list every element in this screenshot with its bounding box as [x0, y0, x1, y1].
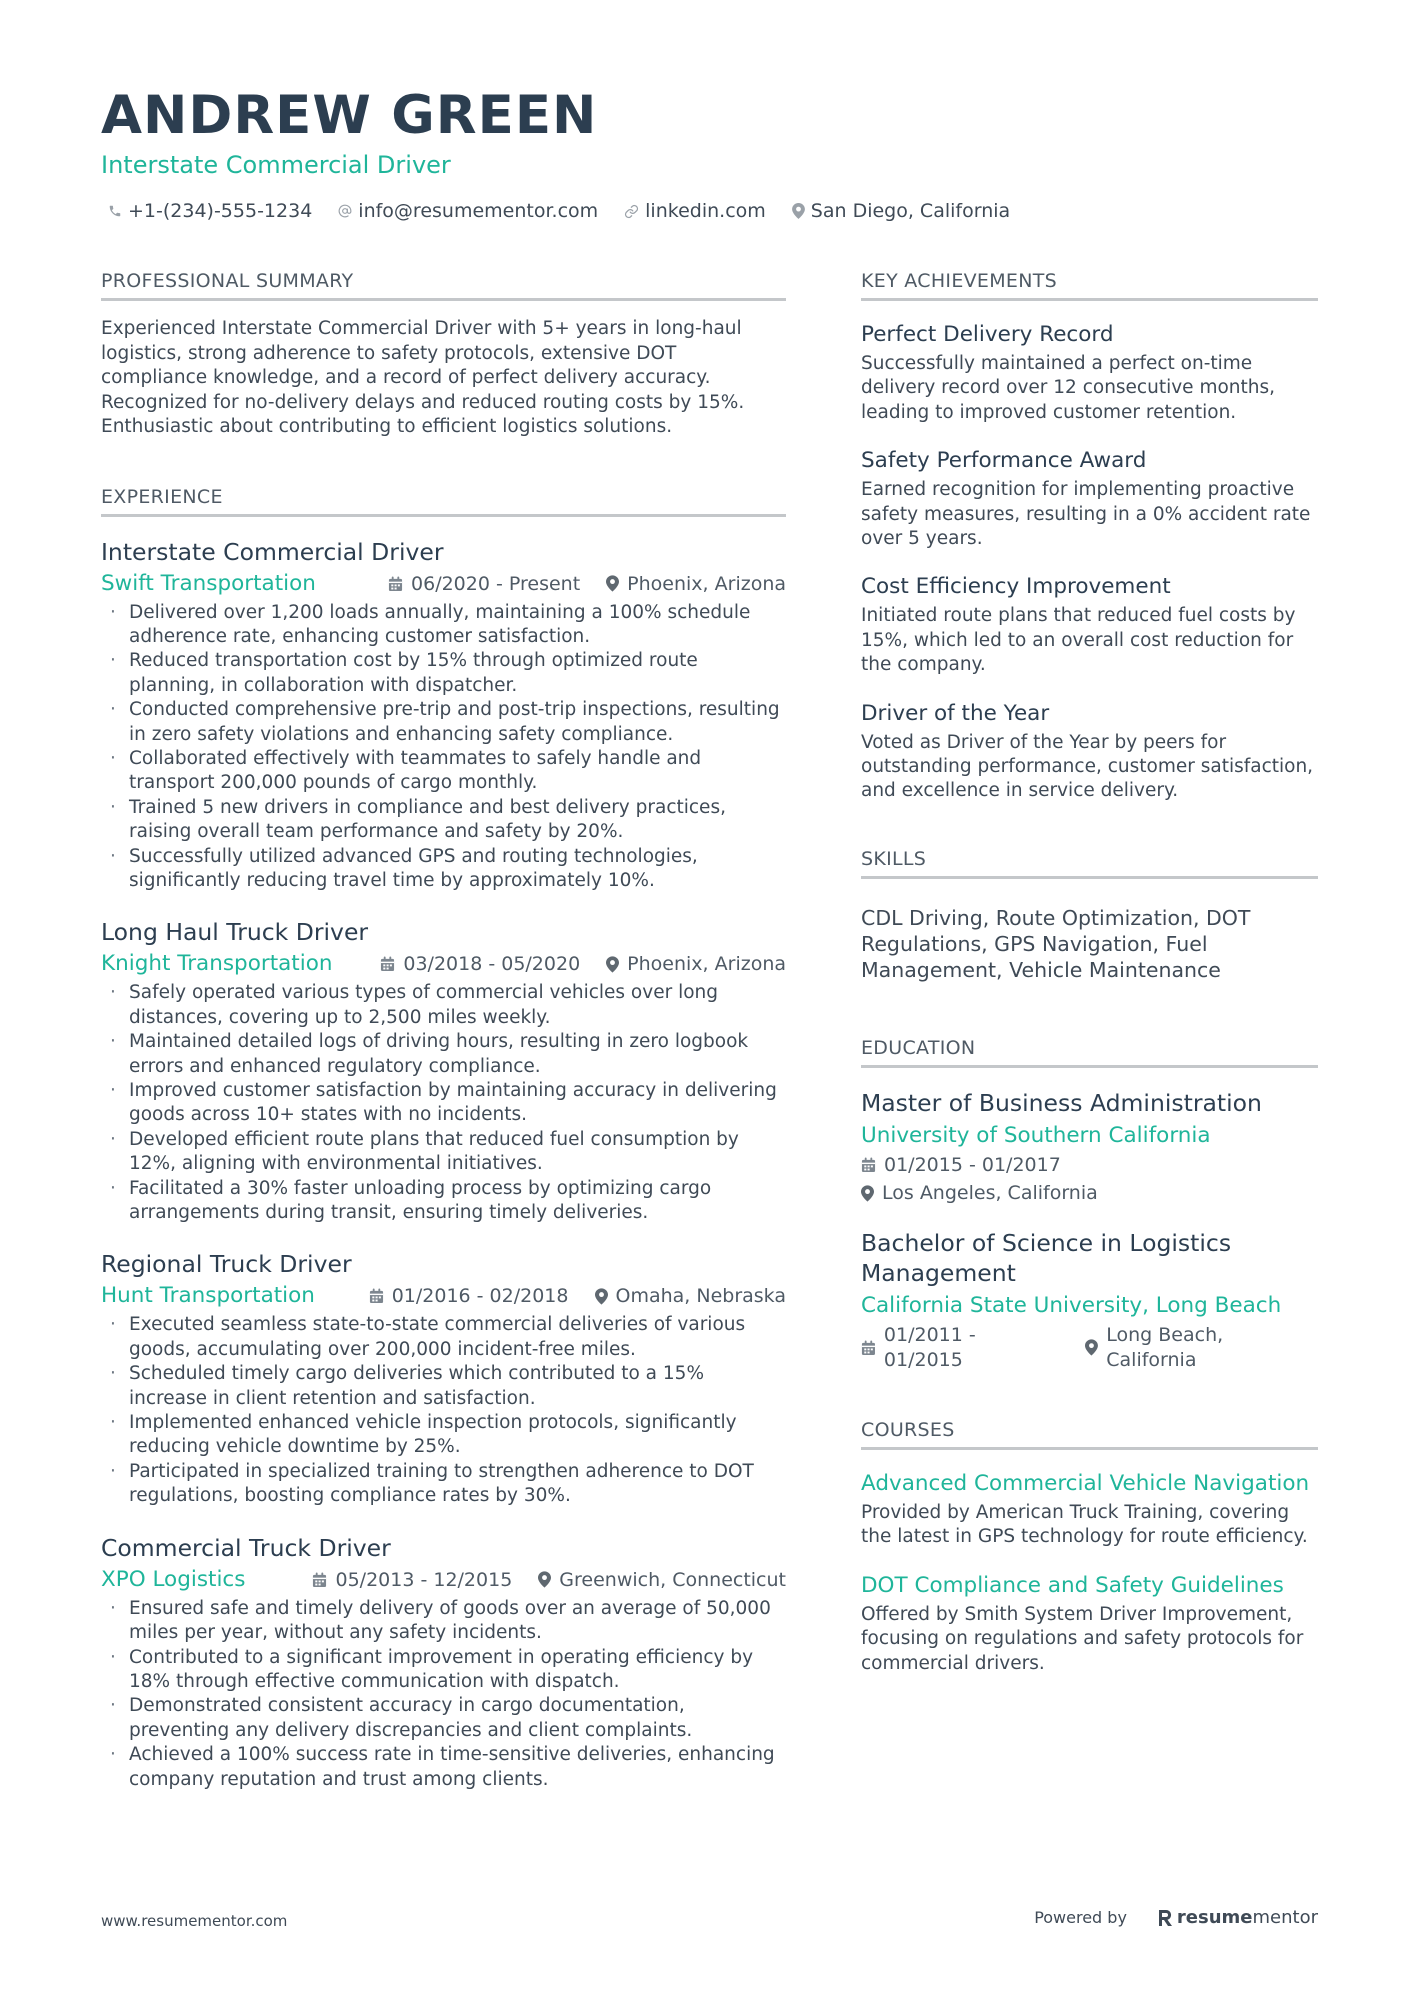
phone-icon — [108, 204, 122, 218]
experience-heading: EXPERIENCE — [101, 484, 786, 517]
job-company: Swift Transportation — [101, 570, 316, 596]
achievement-title: Perfect Delivery Record — [861, 322, 1114, 347]
job-bullets — [101, 981, 786, 1225]
education-dates — [861, 1153, 1318, 1178]
courses-heading: COURSES — [861, 1417, 1318, 1450]
summary-heading: PROFESSIONAL SUMMARY — [101, 268, 786, 301]
job-entry — [101, 537, 786, 894]
job-bullet: · Facilitated a 30% faster unloading process by optimizing cargo arrangements during transit, ensuring timely deliveries. — [101, 1177, 786, 1226]
footer-branding — [1034, 1905, 1318, 1931]
job-dates-text: 06/2020 - Present — [411, 572, 581, 595]
job-title: Regional Truck Driver — [101, 1250, 352, 1279]
phone-text: +1-(234)-555-1234 — [128, 200, 313, 222]
job-bullet: · Scheduled timely cargo deliveries which contributed to a 15% increase in client retention and satisfaction. — [101, 1362, 786, 1411]
candidate-title: Interstate Commercial Driver — [101, 151, 451, 179]
at-icon — [338, 204, 352, 218]
job-meta-right — [312, 1567, 786, 1593]
education-dates-text: 01/2011 - 01/2015 — [883, 1323, 976, 1371]
job-dates — [380, 951, 580, 977]
job-title: Long Haul Truck Driver — [101, 918, 369, 947]
achievement-item — [861, 573, 1318, 677]
course-desc: Offered by Smith System Driver Improvement, focusing on regulations and safety protocols for commercial drivers. — [861, 1603, 1304, 1674]
job-entry — [101, 1533, 786, 1792]
job-bullet: · Contributed to a significant improvement in operating efficiency by 18% through effective communication with dispatch. — [101, 1646, 786, 1695]
education-location-text: Los Angeles, California — [882, 1181, 1098, 1204]
job-dates-text: 01/2016 - 02/2018 — [391, 1285, 569, 1308]
achievement-item — [861, 321, 1318, 425]
education-location — [861, 1181, 1318, 1206]
education-item — [861, 1228, 1318, 1373]
summary-text: Experienced Interstate Commercial Driver with 5+ years in long-haul logistics, strong adherence to safety protocols, extensive DOT compliance knowledge, and a record of perfect delivery accuracy. Recognized for no-delivery delays and reduced routing costs by 15%. Enthusiastic about contributing to efficient logistics solutions. — [101, 318, 745, 437]
education-school: University of Southern California — [861, 1122, 1211, 1148]
education-degree: Master of Business Administration — [861, 1088, 1262, 1117]
job-bullet: · Delivered over 1,200 loads annually, maintaining a 100% schedule adherence rate, enhancing customer satisfaction. — [101, 601, 786, 650]
achievements-heading: KEY ACHIEVEMENTS — [861, 268, 1318, 301]
job-meta — [101, 571, 786, 597]
achievement-desc: Successfully maintained a perfect on-time delivery record over 12 consecutive months, leading to improved customer retention. — [861, 353, 1276, 423]
achievement-desc: Earned recognition for implementing proactive safety measures, resulting in a 0% accident rate over 5 years. — [861, 479, 1311, 550]
job-meta — [101, 951, 786, 977]
job-dates — [369, 1283, 569, 1309]
job-meta-right — [369, 1283, 786, 1309]
education-item — [861, 1088, 1318, 1206]
contact-email[interactable] — [338, 198, 598, 224]
map-pin-icon — [792, 203, 805, 219]
job-company: Knight Transportation — [101, 951, 333, 977]
contact-phone — [108, 198, 312, 224]
job-location — [606, 951, 786, 977]
job-meta-right — [388, 571, 786, 597]
job-bullet: · Maintained detailed logs of driving hours, resulting in zero logbook errors and enhanced regulatory compliance. — [101, 1030, 786, 1079]
job-location — [606, 571, 786, 597]
map-pin-icon — [606, 575, 619, 592]
candidate-name: ANDREW GREEN — [101, 85, 598, 146]
education-school: California State University, Long Beach — [861, 1292, 1282, 1318]
job-bullet: · Achieved a 100% success rate in time-sensitive deliveries, enhancing company reputation and trust among clients. — [101, 1743, 786, 1792]
brand-name-light: mentor — [1252, 1907, 1318, 1928]
job-bullet: · Reduced transportation cost by 15% through optimized route planning, in collaboration with dispatcher. — [101, 649, 786, 698]
education-dates — [861, 1323, 1060, 1373]
job-dates — [388, 571, 580, 597]
achievement-title: Safety Performance Award — [861, 448, 1147, 474]
job-entry — [101, 917, 786, 1225]
course-item — [861, 1572, 1318, 1676]
education-location-text: Long Beach, California — [1106, 1323, 1224, 1371]
resumementor-logo-icon — [1157, 1908, 1173, 1928]
education-heading: EDUCATION — [861, 1035, 1318, 1068]
job-entry — [101, 1249, 786, 1508]
map-pin-icon — [861, 1185, 874, 1202]
achievement-title: Driver of the Year — [861, 700, 1050, 726]
education-location — [1085, 1323, 1318, 1373]
map-pin-icon — [1085, 1339, 1098, 1356]
education-meta — [861, 1323, 1318, 1373]
course-title: Advanced Commercial Vehicle Navigation — [861, 1470, 1310, 1496]
job-company: Hunt Transportation — [101, 1283, 315, 1309]
link-icon — [624, 204, 639, 219]
job-dates-text: 05/2013 - 12/2015 — [335, 1568, 513, 1591]
job-title: Commercial Truck Driver — [101, 1533, 391, 1562]
job-location-text: Greenwich, Connecticut — [559, 1568, 786, 1591]
map-pin-icon — [595, 1288, 608, 1305]
left-column — [101, 268, 786, 1792]
calendar-icon — [312, 1572, 327, 1588]
calendar-icon — [388, 576, 403, 592]
education-degree: Bachelor of Science in Logistics Management — [861, 1228, 1232, 1287]
job-bullet: · Improved customer satisfaction by maintaining accuracy in delivering goods across 10+ states with no incidents. — [101, 1079, 786, 1128]
job-company: XPO Logistics — [101, 1566, 246, 1592]
calendar-icon — [861, 1340, 876, 1356]
job-bullet: · Safely operated various types of commercial vehicles over long distances, covering up to 2,500 miles weekly. — [101, 981, 786, 1030]
job-bullets — [101, 1313, 786, 1508]
calendar-icon — [861, 1157, 876, 1173]
map-pin-icon — [606, 956, 619, 973]
job-bullets — [101, 601, 786, 894]
brand-logo[interactable] — [1157, 1905, 1318, 1931]
calendar-icon — [380, 956, 395, 972]
location-text: San Diego, California — [810, 200, 1011, 222]
job-bullet: · Ensured safe and timely delivery of goods over an average of 50,000 miles per year, without any safety incidents. — [101, 1597, 786, 1646]
linkedin-text: linkedin.com — [645, 200, 766, 222]
education-dates-text: 01/2015 - 01/2017 — [884, 1153, 1061, 1176]
achievement-desc: Initiated route plans that reduced fuel costs by 15%, which led to an overall cost reduction for the company. — [861, 605, 1296, 676]
job-bullet: · Conducted comprehensive pre-trip and post-trip inspections, resulting in zero safety violations and enhancing safety compliance. — [101, 698, 786, 747]
job-bullet: · Participated in specialized training to strengthen adherence to DOT regulations, boosting compliance rates by 30%. — [101, 1460, 786, 1509]
job-meta — [101, 1567, 786, 1593]
job-bullet: · Executed seamless state-to-state commercial deliveries of various goods, accumulating over 200,000 incident-free miles. — [101, 1313, 786, 1362]
email-text: info@resumementor.com — [358, 200, 599, 222]
job-bullet: · Implemented enhanced vehicle inspection protocols, significantly reducing vehicle downtime by 25%. — [101, 1411, 786, 1460]
achievement-title: Cost Efficiency Improvement — [861, 574, 1171, 600]
footer-website[interactable]: www.resumementor.com — [101, 1912, 288, 1930]
contact-bar — [108, 198, 1036, 224]
job-title: Interstate Commercial Driver — [101, 537, 444, 566]
job-location-text: Omaha, Nebraska — [615, 1285, 786, 1308]
job-dates-text: 03/2018 - 05/2020 — [403, 953, 581, 976]
calendar-icon — [369, 1288, 384, 1304]
job-bullet: · Developed efficient route plans that reduced fuel consumption by 12%, aligning with environmental initiatives. — [101, 1128, 786, 1177]
job-location-text: Phoenix, Arizona — [627, 953, 786, 976]
map-pin-icon — [538, 1571, 551, 1588]
achievement-item — [861, 447, 1318, 551]
powered-by-label: Powered by — [1034, 1908, 1127, 1927]
right-column — [861, 268, 1318, 1676]
skills-text: CDL Driving, Route Optimization, DOT Regulations, GPS Navigation, Fuel Management, Vehicle Maintenance — [861, 905, 1251, 982]
job-meta-right — [380, 951, 786, 977]
job-bullet: · Trained 5 new drivers in compliance and best delivery practices, raising overall team performance and safety by 20%. — [101, 796, 786, 845]
contact-location — [792, 198, 1010, 224]
brand-name-bold: resume — [1176, 1907, 1253, 1928]
job-location — [595, 1283, 787, 1309]
job-location — [538, 1567, 786, 1593]
course-item — [861, 1470, 1318, 1550]
job-dates — [312, 1567, 512, 1593]
skills-heading: SKILLS — [861, 846, 1318, 879]
job-bullets — [101, 1597, 786, 1792]
achievement-desc: Voted as Driver of the Year by peers for outstanding performance, customer satisfaction, and excellence in service delivery. — [861, 731, 1314, 802]
job-bullet: · Successfully utilized advanced GPS and routing technologies, significantly reducing travel time by approximately 10%. — [101, 845, 786, 894]
job-location-text: Phoenix, Arizona — [627, 572, 786, 595]
job-meta — [101, 1283, 786, 1309]
contact-linkedin[interactable] — [624, 198, 766, 224]
achievement-item — [861, 700, 1318, 804]
course-desc: Provided by American Truck Training, covering the latest in GPS technology for route efficiency. — [861, 1501, 1308, 1548]
course-title: DOT Compliance and Safety Guidelines — [861, 1572, 1284, 1598]
job-bullet: · Collaborated effectively with teammates to safely handle and transport 200,000 pounds of cargo monthly. — [101, 747, 786, 796]
job-bullet: · Demonstrated consistent accuracy in cargo documentation, preventing any delivery discrepancies and client complaints. — [101, 1694, 786, 1743]
